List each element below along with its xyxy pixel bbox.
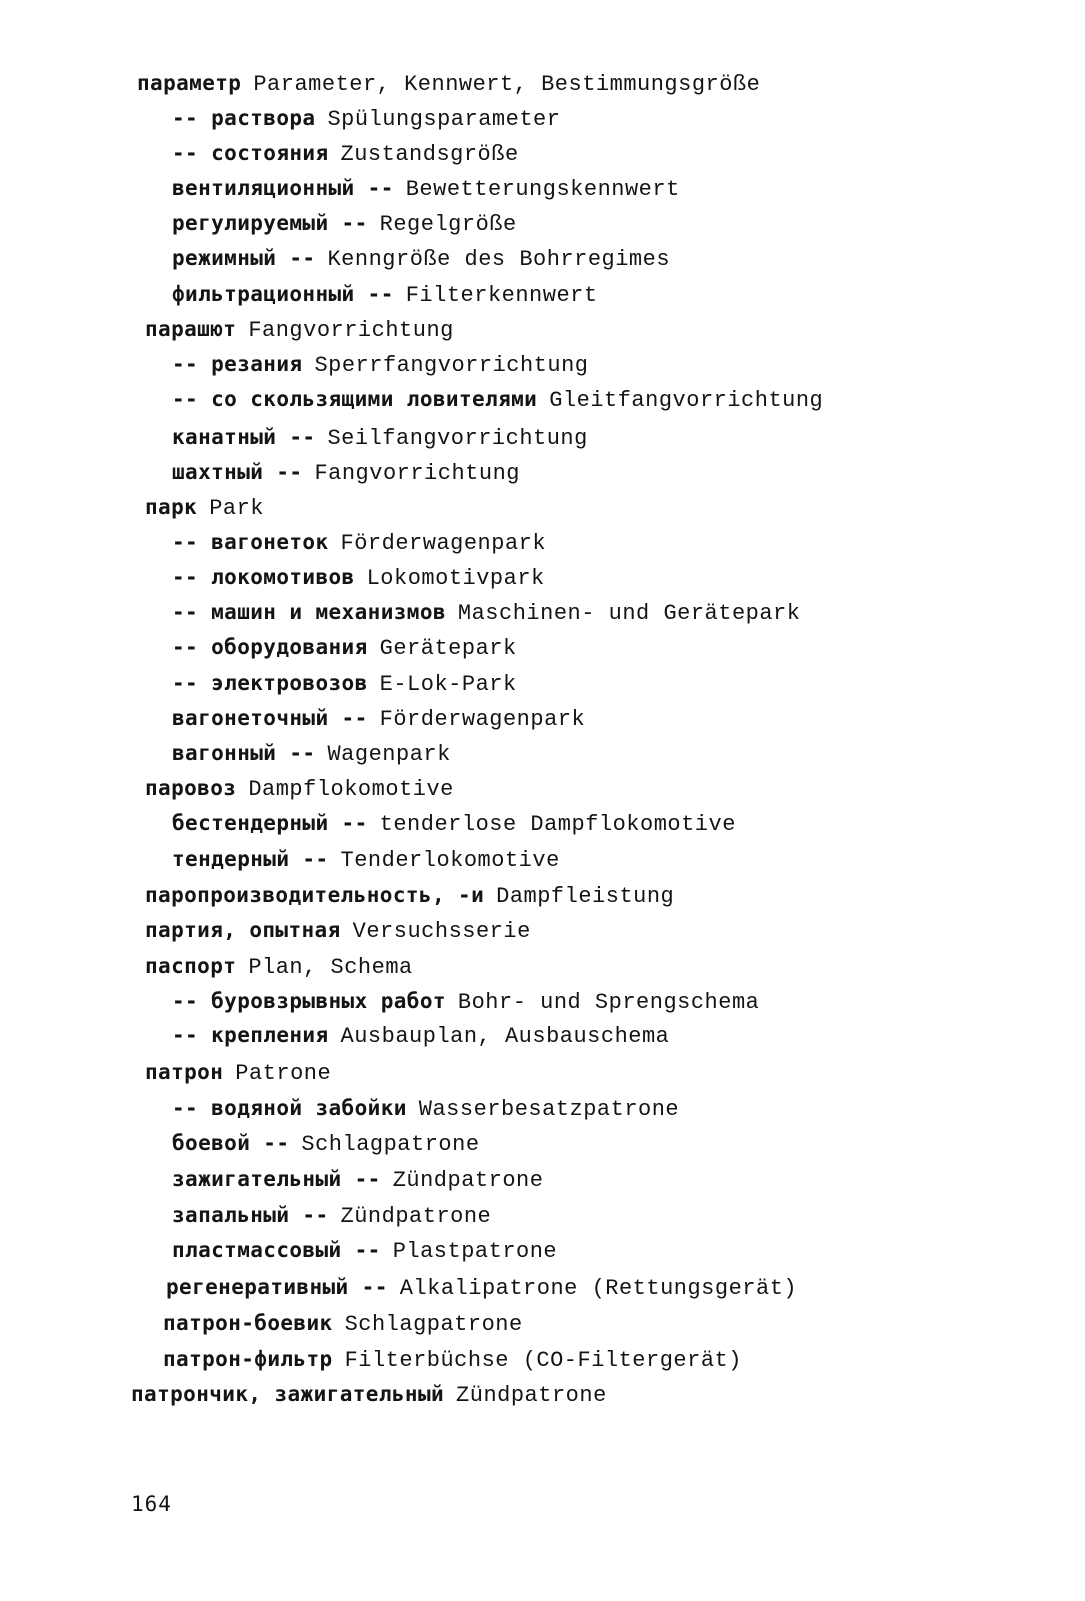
entry-subterm bbox=[172, 740, 451, 768]
german-translation: Tenderlokomotive bbox=[340, 848, 560, 873]
russian-term: -- водяной забойки bbox=[172, 1096, 407, 1120]
german-translation: Spülungsparameter bbox=[327, 107, 561, 132]
russian-term: -- локомотивов bbox=[172, 565, 355, 589]
russian-term: запальный -- bbox=[172, 1203, 329, 1227]
entry-headword bbox=[145, 917, 531, 945]
entry-headword bbox=[145, 494, 264, 522]
entry-subterm bbox=[172, 705, 585, 733]
german-translation: tenderlose Dampflokomotive bbox=[379, 812, 736, 837]
german-translation: Filterbüchse (CO-Filtergerät) bbox=[344, 1348, 742, 1373]
russian-term: пластмассовый -- bbox=[172, 1238, 381, 1262]
russian-term: паропроизводительность, -и bbox=[145, 883, 485, 907]
german-translation: Schlagpatrone bbox=[344, 1312, 523, 1337]
german-translation: Wagenpark bbox=[327, 742, 451, 767]
german-translation: Förderwagenpark bbox=[379, 707, 586, 732]
russian-term: -- оборудования bbox=[172, 635, 368, 659]
entry-subterm bbox=[172, 386, 823, 414]
german-translation: Fangvorrichtung bbox=[248, 318, 454, 343]
entry-headword bbox=[145, 1059, 331, 1087]
russian-term: -- резания bbox=[172, 352, 303, 376]
german-translation: E-Lok-Park bbox=[379, 672, 517, 697]
entry-subterm bbox=[172, 599, 800, 627]
german-translation: Förderwagenpark bbox=[340, 531, 547, 556]
entry-subterm bbox=[172, 281, 598, 309]
entry-headword bbox=[145, 316, 454, 344]
german-translation: Zündpatrone bbox=[456, 1383, 607, 1408]
entry-headword bbox=[145, 953, 413, 981]
entry-subterm bbox=[172, 988, 759, 1016]
entry-subterm bbox=[172, 210, 517, 238]
russian-term: паровоз bbox=[145, 776, 237, 800]
russian-term: парк bbox=[145, 495, 198, 519]
russian-term: патрон bbox=[145, 1060, 224, 1084]
german-translation: Regelgröße bbox=[379, 212, 517, 237]
russian-term: режимный -- bbox=[172, 246, 316, 270]
russian-term: параметр bbox=[137, 71, 242, 95]
german-translation: Wasserbesatzpatrone bbox=[418, 1097, 680, 1122]
german-translation: Filterkennwert bbox=[405, 283, 598, 308]
russian-term: регулируемый -- bbox=[172, 211, 368, 235]
entry-subterm bbox=[172, 245, 670, 273]
russian-term: -- буровзрывных работ bbox=[172, 989, 446, 1013]
entry-headword bbox=[131, 1381, 607, 1409]
entry-subterm bbox=[172, 459, 520, 487]
russian-term: парашют bbox=[145, 317, 237, 341]
german-translation: Plan, Schema bbox=[248, 955, 413, 980]
entry-subterm bbox=[172, 810, 736, 838]
german-translation: Zündpatrone bbox=[392, 1168, 544, 1193]
entry-subterm bbox=[172, 351, 588, 379]
russian-term: патрон-фильтр bbox=[163, 1347, 333, 1371]
entry-subterm bbox=[172, 105, 560, 133]
russian-term: -- состояния bbox=[172, 141, 329, 165]
russian-term: патрон-боевик bbox=[163, 1311, 333, 1335]
german-translation: Dampflokomotive bbox=[248, 777, 454, 802]
entry-subterm bbox=[172, 634, 517, 662]
german-translation: Patrone bbox=[235, 1061, 332, 1086]
entry-subterm bbox=[172, 1130, 480, 1158]
german-translation: Bewetterungskennwert bbox=[405, 177, 680, 202]
entry-subterm bbox=[172, 846, 560, 874]
russian-term: -- раствора bbox=[172, 106, 316, 130]
german-translation: Bohr- und Sprengschema bbox=[457, 990, 760, 1015]
entry-headword bbox=[163, 1310, 523, 1338]
russian-term: -- со скользящими ловителями bbox=[172, 387, 538, 411]
russian-term: регенеративный -- bbox=[166, 1275, 388, 1299]
entry-subterm bbox=[172, 1095, 679, 1123]
entry-subterm bbox=[172, 424, 588, 452]
entry-headword bbox=[137, 70, 760, 98]
german-translation: Dampfleistung bbox=[496, 884, 675, 909]
german-translation: Park bbox=[209, 496, 264, 521]
german-translation: Gerätepark bbox=[379, 636, 517, 661]
russian-term: -- вагонеток bbox=[172, 530, 329, 554]
german-translation: Schlagpatrone bbox=[301, 1132, 480, 1157]
german-translation: Zustandsgröße bbox=[340, 142, 519, 167]
german-translation: Zündpatrone bbox=[340, 1204, 492, 1229]
entry-headword bbox=[163, 1346, 742, 1374]
german-translation: Lokomotivpark bbox=[366, 566, 545, 591]
entry-subterm bbox=[166, 1274, 797, 1302]
entry-subterm bbox=[172, 175, 680, 203]
entry-subterm bbox=[172, 1202, 491, 1230]
russian-term: тендерный -- bbox=[172, 847, 329, 871]
entry-subterm bbox=[172, 1237, 557, 1265]
entry-subterm bbox=[172, 564, 545, 592]
german-translation: Ausbauplan, Ausbauschema bbox=[340, 1024, 670, 1049]
german-translation: Versuchsserie bbox=[352, 919, 531, 944]
page-number: 164 bbox=[131, 1492, 172, 1516]
german-translation: Kenngröße des Bohrregimes bbox=[327, 247, 671, 272]
russian-term: паспорт bbox=[145, 954, 237, 978]
russian-term: фильтрационный -- bbox=[172, 282, 394, 306]
russian-term: боевой -- bbox=[172, 1131, 290, 1155]
russian-term: патрончик, зажигательный bbox=[131, 1382, 445, 1406]
german-translation: Seilfangvorrichtung bbox=[327, 426, 588, 451]
german-translation: Alkalipatrone (Rettungsgerät) bbox=[399, 1276, 798, 1301]
russian-term: партия, опытная bbox=[145, 918, 341, 942]
german-translation: Gleitfangvorrichtung bbox=[549, 388, 824, 413]
russian-term: -- крепления bbox=[172, 1023, 329, 1047]
entry-subterm bbox=[172, 1166, 543, 1194]
entry-headword bbox=[145, 882, 674, 910]
entry-subterm bbox=[172, 529, 546, 557]
entry-subterm bbox=[172, 670, 517, 698]
german-translation: Parameter, Kennwert, Bestimmungsgröße bbox=[253, 72, 761, 97]
german-translation: Fangvorrichtung bbox=[314, 461, 520, 486]
entry-subterm bbox=[172, 1022, 669, 1050]
russian-term: вагонный -- bbox=[172, 741, 316, 765]
russian-term: зажигательный -- bbox=[172, 1167, 381, 1191]
german-translation: Sperrfangvorrichtung bbox=[314, 353, 589, 378]
german-translation: Maschinen- und Gerätepark bbox=[457, 601, 801, 626]
russian-term: бестендерный -- bbox=[172, 811, 368, 835]
russian-term: -- электровозов bbox=[172, 671, 368, 695]
entry-headword bbox=[145, 775, 454, 803]
entry-subterm bbox=[172, 140, 519, 168]
russian-term: -- машин и механизмов bbox=[172, 600, 446, 624]
russian-term: вагонеточный -- bbox=[172, 706, 368, 730]
russian-term: канатный -- bbox=[172, 425, 316, 449]
russian-term: шахтный -- bbox=[172, 460, 303, 484]
russian-term: вентиляционный -- bbox=[172, 176, 394, 200]
german-translation: Plastpatrone bbox=[392, 1239, 558, 1264]
